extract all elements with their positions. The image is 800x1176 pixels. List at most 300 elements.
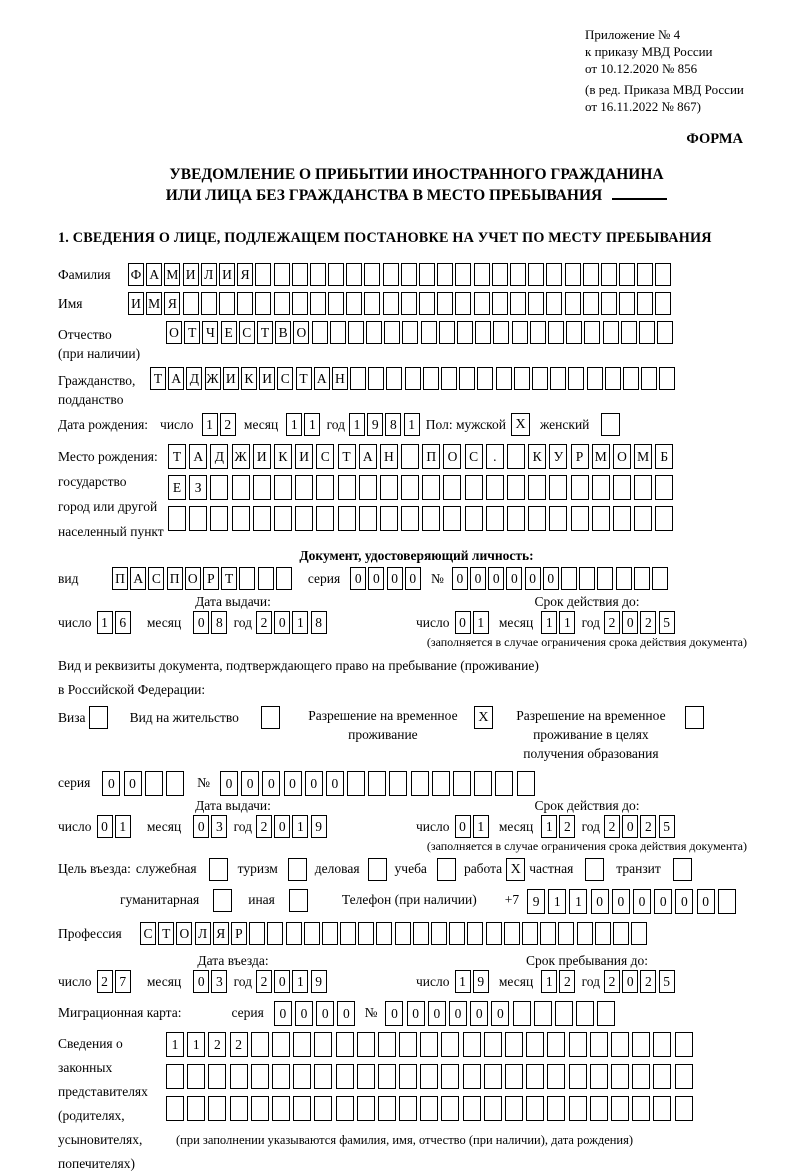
- form-cell[interactable]: [546, 263, 562, 286]
- form-cell[interactable]: [579, 567, 595, 590]
- form-cell[interactable]: [657, 321, 673, 344]
- form-cell[interactable]: 2: [97, 970, 113, 993]
- form-cell[interactable]: 0: [326, 771, 344, 796]
- form-cell[interactable]: [364, 263, 380, 286]
- form-cell[interactable]: [507, 444, 525, 469]
- form-cell[interactable]: И: [219, 263, 235, 286]
- form-cell[interactable]: 1: [292, 815, 308, 838]
- form-cell[interactable]: И: [253, 444, 271, 469]
- form-cell[interactable]: [510, 292, 526, 315]
- form-cell[interactable]: С: [140, 922, 156, 945]
- form-cell[interactable]: [230, 1096, 248, 1121]
- form-cell[interactable]: 0: [654, 889, 672, 914]
- form-cell[interactable]: 2: [208, 1032, 226, 1057]
- form-cell[interactable]: М: [164, 263, 180, 286]
- form-cell[interactable]: 0: [591, 889, 609, 914]
- form-cell[interactable]: [512, 321, 528, 344]
- form-cell[interactable]: 1: [292, 611, 308, 634]
- form-cell[interactable]: [420, 1096, 438, 1121]
- form-cell[interactable]: [183, 292, 199, 315]
- form-cell[interactable]: [316, 506, 334, 531]
- form-cell[interactable]: 2: [256, 815, 272, 838]
- form-cell[interactable]: [675, 1096, 693, 1121]
- form-cell[interactable]: [496, 367, 512, 390]
- form-cell[interactable]: [510, 263, 526, 286]
- form-cell[interactable]: [484, 1096, 502, 1121]
- form-cell[interactable]: [528, 506, 546, 531]
- purpose-study-checkbox[interactable]: [437, 858, 456, 881]
- form-cell[interactable]: [422, 475, 440, 500]
- form-cell[interactable]: 0: [350, 567, 366, 590]
- form-cell[interactable]: [336, 1032, 354, 1057]
- form-cell[interactable]: [597, 567, 613, 590]
- form-cell[interactable]: 5: [659, 970, 675, 993]
- form-cell[interactable]: Ж: [232, 444, 250, 469]
- form-cell[interactable]: 0: [506, 567, 522, 590]
- form-cell[interactable]: З: [189, 475, 207, 500]
- form-cell[interactable]: [655, 475, 673, 500]
- form-cell[interactable]: [274, 292, 290, 315]
- form-cell[interactable]: [166, 1096, 184, 1121]
- form-cell[interactable]: [187, 1064, 205, 1089]
- form-cell[interactable]: Е: [221, 321, 237, 344]
- sex-male-checkbox[interactable]: X: [511, 413, 530, 436]
- purpose-official-checkbox[interactable]: [209, 858, 228, 881]
- form-cell[interactable]: 0: [612, 889, 630, 914]
- form-cell[interactable]: О: [176, 922, 192, 945]
- form-cell[interactable]: [293, 1032, 311, 1057]
- form-cell[interactable]: 0: [407, 1001, 425, 1026]
- form-cell[interactable]: [432, 771, 450, 796]
- form-cell[interactable]: [623, 367, 639, 390]
- form-cell[interactable]: К: [528, 444, 546, 469]
- form-cell[interactable]: [338, 475, 356, 500]
- form-cell[interactable]: [457, 321, 473, 344]
- form-cell[interactable]: И: [295, 444, 313, 469]
- form-cell[interactable]: [411, 771, 429, 796]
- form-cell[interactable]: 0: [274, 1001, 292, 1026]
- form-cell[interactable]: 2: [604, 970, 620, 993]
- purpose-other-checkbox[interactable]: [289, 889, 308, 912]
- form-cell[interactable]: 1: [541, 815, 557, 838]
- form-cell[interactable]: 0: [284, 771, 302, 796]
- form-cell[interactable]: [590, 1032, 608, 1057]
- form-cell[interactable]: 0: [385, 1001, 403, 1026]
- form-cell[interactable]: [453, 771, 471, 796]
- form-cell[interactable]: [441, 1032, 459, 1057]
- form-cell[interactable]: Т: [158, 922, 174, 945]
- form-cell[interactable]: 2: [640, 815, 656, 838]
- form-cell[interactable]: [495, 771, 513, 796]
- form-cell[interactable]: [346, 292, 362, 315]
- form-cell[interactable]: [655, 292, 671, 315]
- form-cell[interactable]: [258, 567, 274, 590]
- form-cell[interactable]: [463, 1032, 481, 1057]
- form-cell[interactable]: [597, 1001, 615, 1026]
- form-cell[interactable]: [249, 922, 265, 945]
- form-cell[interactable]: 2: [604, 815, 620, 838]
- form-cell[interactable]: [484, 1032, 502, 1057]
- form-cell[interactable]: [346, 263, 362, 286]
- form-cell[interactable]: [251, 1032, 269, 1057]
- form-cell[interactable]: [571, 475, 589, 500]
- form-cell[interactable]: [189, 506, 207, 531]
- form-cell[interactable]: 0: [622, 611, 638, 634]
- form-cell[interactable]: [641, 367, 657, 390]
- form-cell[interactable]: [439, 321, 455, 344]
- form-cell[interactable]: И: [128, 292, 144, 315]
- form-cell[interactable]: [568, 367, 584, 390]
- form-cell[interactable]: [232, 475, 250, 500]
- form-cell[interactable]: [530, 321, 546, 344]
- form-cell[interactable]: [548, 321, 564, 344]
- form-cell[interactable]: .: [486, 444, 504, 469]
- form-cell[interactable]: 1: [569, 889, 587, 914]
- form-cell[interactable]: 0: [525, 567, 541, 590]
- form-cell[interactable]: [555, 1001, 573, 1026]
- form-cell[interactable]: [208, 1064, 226, 1089]
- form-cell[interactable]: К: [241, 367, 257, 390]
- form-cell[interactable]: [210, 475, 228, 500]
- form-cell[interactable]: 1: [115, 815, 131, 838]
- form-cell[interactable]: 0: [491, 1001, 509, 1026]
- form-cell[interactable]: 8: [211, 611, 227, 634]
- form-cell[interactable]: 1: [286, 413, 302, 436]
- form-cell[interactable]: [413, 922, 429, 945]
- form-cell[interactable]: С: [465, 444, 483, 469]
- form-cell[interactable]: О: [166, 321, 182, 344]
- form-cell[interactable]: [634, 567, 650, 590]
- form-cell[interactable]: [601, 292, 617, 315]
- form-cell[interactable]: [328, 292, 344, 315]
- form-cell[interactable]: [613, 506, 631, 531]
- form-cell[interactable]: [653, 1064, 671, 1089]
- form-cell[interactable]: [517, 771, 535, 796]
- form-cell[interactable]: [347, 771, 365, 796]
- form-cell[interactable]: 1: [548, 889, 566, 914]
- form-cell[interactable]: 1: [349, 413, 365, 436]
- form-cell[interactable]: [507, 506, 525, 531]
- form-cell[interactable]: [639, 321, 655, 344]
- temp-permit-checkbox[interactable]: X: [474, 706, 493, 729]
- purpose-private-checkbox[interactable]: [585, 858, 604, 881]
- form-cell[interactable]: [467, 922, 483, 945]
- form-cell[interactable]: 5: [659, 815, 675, 838]
- form-cell[interactable]: [565, 263, 581, 286]
- form-cell[interactable]: [550, 367, 566, 390]
- form-cell[interactable]: [463, 1064, 481, 1089]
- form-cell[interactable]: Я: [213, 922, 229, 945]
- form-cell[interactable]: Я: [237, 263, 253, 286]
- form-cell[interactable]: [474, 263, 490, 286]
- form-cell[interactable]: [569, 1064, 587, 1089]
- form-cell[interactable]: [384, 321, 400, 344]
- form-cell[interactable]: [376, 922, 392, 945]
- form-cell[interactable]: [528, 475, 546, 500]
- form-cell[interactable]: [401, 292, 417, 315]
- form-cell[interactable]: [611, 1032, 629, 1057]
- form-cell[interactable]: [465, 506, 483, 531]
- form-cell[interactable]: [619, 292, 635, 315]
- form-cell[interactable]: [383, 263, 399, 286]
- form-cell[interactable]: [547, 1032, 565, 1057]
- form-cell[interactable]: [314, 1032, 332, 1057]
- form-cell[interactable]: [368, 771, 386, 796]
- form-cell[interactable]: [547, 1096, 565, 1121]
- form-cell[interactable]: [655, 506, 673, 531]
- form-cell[interactable]: [378, 1064, 396, 1089]
- form-cell[interactable]: [399, 1064, 417, 1089]
- form-cell[interactable]: [475, 321, 491, 344]
- form-cell[interactable]: 0: [452, 567, 468, 590]
- form-cell[interactable]: [272, 1032, 290, 1057]
- form-cell[interactable]: [632, 1096, 650, 1121]
- form-cell[interactable]: П: [167, 567, 183, 590]
- form-cell[interactable]: [443, 475, 461, 500]
- form-cell[interactable]: [399, 1032, 417, 1057]
- form-cell[interactable]: [272, 1064, 290, 1089]
- form-cell[interactable]: [505, 1064, 523, 1089]
- form-cell[interactable]: [616, 567, 632, 590]
- form-cell[interactable]: С: [316, 444, 334, 469]
- form-cell[interactable]: 1: [559, 611, 575, 634]
- form-cell[interactable]: [526, 1096, 544, 1121]
- form-cell[interactable]: 0: [274, 815, 290, 838]
- form-cell[interactable]: [565, 292, 581, 315]
- form-cell[interactable]: 0: [449, 1001, 467, 1026]
- form-cell[interactable]: [486, 922, 502, 945]
- form-cell[interactable]: Т: [221, 567, 237, 590]
- form-cell[interactable]: И: [223, 367, 239, 390]
- form-cell[interactable]: [378, 1032, 396, 1057]
- form-cell[interactable]: 2: [604, 611, 620, 634]
- form-cell[interactable]: [514, 367, 530, 390]
- form-cell[interactable]: 1: [541, 611, 557, 634]
- form-cell[interactable]: Л: [195, 922, 211, 945]
- form-cell[interactable]: [328, 263, 344, 286]
- form-cell[interactable]: Т: [150, 367, 166, 390]
- form-cell[interactable]: А: [168, 367, 184, 390]
- form-cell[interactable]: М: [634, 444, 652, 469]
- form-cell[interactable]: [526, 1032, 544, 1057]
- form-cell[interactable]: [304, 922, 320, 945]
- form-cell[interactable]: 1: [97, 611, 113, 634]
- form-cell[interactable]: 0: [622, 970, 638, 993]
- form-cell[interactable]: 0: [305, 771, 323, 796]
- form-cell[interactable]: 9: [473, 970, 489, 993]
- form-cell[interactable]: [366, 321, 382, 344]
- form-cell[interactable]: [561, 567, 577, 590]
- form-cell[interactable]: [286, 922, 302, 945]
- form-cell[interactable]: [380, 506, 398, 531]
- form-cell[interactable]: 1: [473, 611, 489, 634]
- form-cell[interactable]: К: [274, 444, 292, 469]
- form-cell[interactable]: [632, 1032, 650, 1057]
- form-cell[interactable]: [312, 321, 328, 344]
- form-cell[interactable]: [401, 506, 419, 531]
- form-cell[interactable]: [274, 506, 292, 531]
- form-cell[interactable]: [340, 922, 356, 945]
- form-cell[interactable]: [357, 1064, 375, 1089]
- form-cell[interactable]: [652, 567, 668, 590]
- form-cell[interactable]: [474, 292, 490, 315]
- form-cell[interactable]: [540, 922, 556, 945]
- form-cell[interactable]: [522, 922, 538, 945]
- form-cell[interactable]: 0: [455, 815, 471, 838]
- form-cell[interactable]: А: [146, 263, 162, 286]
- purpose-transit-checkbox[interactable]: [673, 858, 692, 881]
- sex-female-checkbox[interactable]: [601, 413, 620, 436]
- form-cell[interactable]: 0: [697, 889, 715, 914]
- form-cell[interactable]: [402, 321, 418, 344]
- form-cell[interactable]: [405, 367, 421, 390]
- form-cell[interactable]: Л: [201, 263, 217, 286]
- form-cell[interactable]: [632, 1064, 650, 1089]
- form-cell[interactable]: С: [277, 367, 293, 390]
- form-cell[interactable]: 0: [622, 815, 638, 838]
- form-cell[interactable]: 0: [97, 815, 113, 838]
- form-cell[interactable]: А: [314, 367, 330, 390]
- form-cell[interactable]: 1: [202, 413, 218, 436]
- form-cell[interactable]: [587, 367, 603, 390]
- form-cell[interactable]: [255, 263, 271, 286]
- form-cell[interactable]: [474, 771, 492, 796]
- form-cell[interactable]: [251, 1064, 269, 1089]
- form-cell[interactable]: О: [443, 444, 461, 469]
- form-cell[interactable]: [504, 922, 520, 945]
- form-cell[interactable]: [239, 567, 255, 590]
- form-cell[interactable]: [492, 263, 508, 286]
- form-cell[interactable]: [547, 1064, 565, 1089]
- form-cell[interactable]: [493, 321, 509, 344]
- form-cell[interactable]: [358, 922, 374, 945]
- form-cell[interactable]: Т: [168, 444, 186, 469]
- form-cell[interactable]: [357, 1032, 375, 1057]
- form-cell[interactable]: Р: [203, 567, 219, 590]
- form-cell[interactable]: 8: [311, 611, 327, 634]
- form-cell[interactable]: 0: [405, 567, 421, 590]
- form-cell[interactable]: [611, 1064, 629, 1089]
- form-cell[interactable]: [449, 922, 465, 945]
- form-cell[interactable]: [272, 1096, 290, 1121]
- form-cell[interactable]: 8: [385, 413, 401, 436]
- form-cell[interactable]: [534, 1001, 552, 1026]
- form-cell[interactable]: [237, 292, 253, 315]
- form-cell[interactable]: [590, 1064, 608, 1089]
- form-cell[interactable]: [611, 1096, 629, 1121]
- form-cell[interactable]: 5: [659, 611, 675, 634]
- form-cell[interactable]: [455, 292, 471, 315]
- form-cell[interactable]: [276, 567, 292, 590]
- form-cell[interactable]: 2: [230, 1032, 248, 1057]
- form-cell[interactable]: [484, 1064, 502, 1089]
- form-cell[interactable]: 0: [295, 1001, 313, 1026]
- form-cell[interactable]: 1: [541, 970, 557, 993]
- form-cell[interactable]: [187, 1096, 205, 1121]
- form-cell[interactable]: [513, 1001, 531, 1026]
- form-cell[interactable]: Ж: [205, 367, 221, 390]
- form-cell[interactable]: [528, 292, 544, 315]
- form-cell[interactable]: Д: [186, 367, 202, 390]
- form-cell[interactable]: [322, 922, 338, 945]
- form-cell[interactable]: [619, 263, 635, 286]
- form-cell[interactable]: 0: [262, 771, 280, 796]
- form-cell[interactable]: 0: [337, 1001, 355, 1026]
- form-cell[interactable]: 0: [633, 889, 651, 914]
- form-cell[interactable]: [310, 263, 326, 286]
- edu-permit-checkbox[interactable]: [685, 706, 704, 729]
- form-cell[interactable]: [675, 1032, 693, 1057]
- form-cell[interactable]: [675, 1064, 693, 1089]
- form-cell[interactable]: [253, 475, 271, 500]
- form-cell[interactable]: [441, 367, 457, 390]
- form-cell[interactable]: 0: [193, 970, 209, 993]
- form-cell[interactable]: [255, 292, 271, 315]
- form-cell[interactable]: 0: [675, 889, 693, 914]
- form-cell[interactable]: [295, 506, 313, 531]
- form-cell[interactable]: 0: [193, 815, 209, 838]
- form-cell[interactable]: А: [130, 567, 146, 590]
- form-cell[interactable]: [601, 263, 617, 286]
- form-cell[interactable]: [274, 263, 290, 286]
- form-cell[interactable]: О: [293, 321, 309, 344]
- form-cell[interactable]: [420, 1032, 438, 1057]
- form-cell[interactable]: [364, 292, 380, 315]
- form-cell[interactable]: [621, 321, 637, 344]
- form-cell[interactable]: 1: [166, 1032, 184, 1057]
- form-cell[interactable]: [350, 367, 366, 390]
- form-cell[interactable]: [486, 475, 504, 500]
- form-cell[interactable]: О: [185, 567, 201, 590]
- form-cell[interactable]: 2: [220, 413, 236, 436]
- form-cell[interactable]: 6: [115, 611, 131, 634]
- form-cell[interactable]: [336, 1096, 354, 1121]
- form-cell[interactable]: [659, 367, 675, 390]
- form-cell[interactable]: 0: [241, 771, 259, 796]
- form-cell[interactable]: О: [613, 444, 631, 469]
- form-cell[interactable]: [336, 1064, 354, 1089]
- form-cell[interactable]: [437, 263, 453, 286]
- form-cell[interactable]: [314, 1096, 332, 1121]
- form-cell[interactable]: [401, 475, 419, 500]
- form-cell[interactable]: 0: [102, 771, 120, 796]
- form-cell[interactable]: [718, 889, 736, 914]
- form-cell[interactable]: У: [549, 444, 567, 469]
- form-cell[interactable]: [437, 292, 453, 315]
- form-cell[interactable]: [419, 292, 435, 315]
- form-cell[interactable]: [631, 922, 647, 945]
- form-cell[interactable]: [295, 475, 313, 500]
- purpose-humanitarian-checkbox[interactable]: [213, 889, 232, 912]
- form-cell[interactable]: [505, 1032, 523, 1057]
- form-cell[interactable]: [455, 263, 471, 286]
- form-cell[interactable]: [166, 771, 184, 796]
- form-cell[interactable]: [420, 1064, 438, 1089]
- form-cell[interactable]: [655, 263, 671, 286]
- form-cell[interactable]: 9: [311, 815, 327, 838]
- form-cell[interactable]: Я: [164, 292, 180, 315]
- form-cell[interactable]: [359, 506, 377, 531]
- form-cell[interactable]: [431, 922, 447, 945]
- form-cell[interactable]: [459, 367, 475, 390]
- form-cell[interactable]: [383, 292, 399, 315]
- form-cell[interactable]: 0: [543, 567, 559, 590]
- form-cell[interactable]: [637, 263, 653, 286]
- form-cell[interactable]: 2: [256, 611, 272, 634]
- form-cell[interactable]: [441, 1064, 459, 1089]
- form-cell[interactable]: 2: [559, 815, 575, 838]
- form-cell[interactable]: [546, 292, 562, 315]
